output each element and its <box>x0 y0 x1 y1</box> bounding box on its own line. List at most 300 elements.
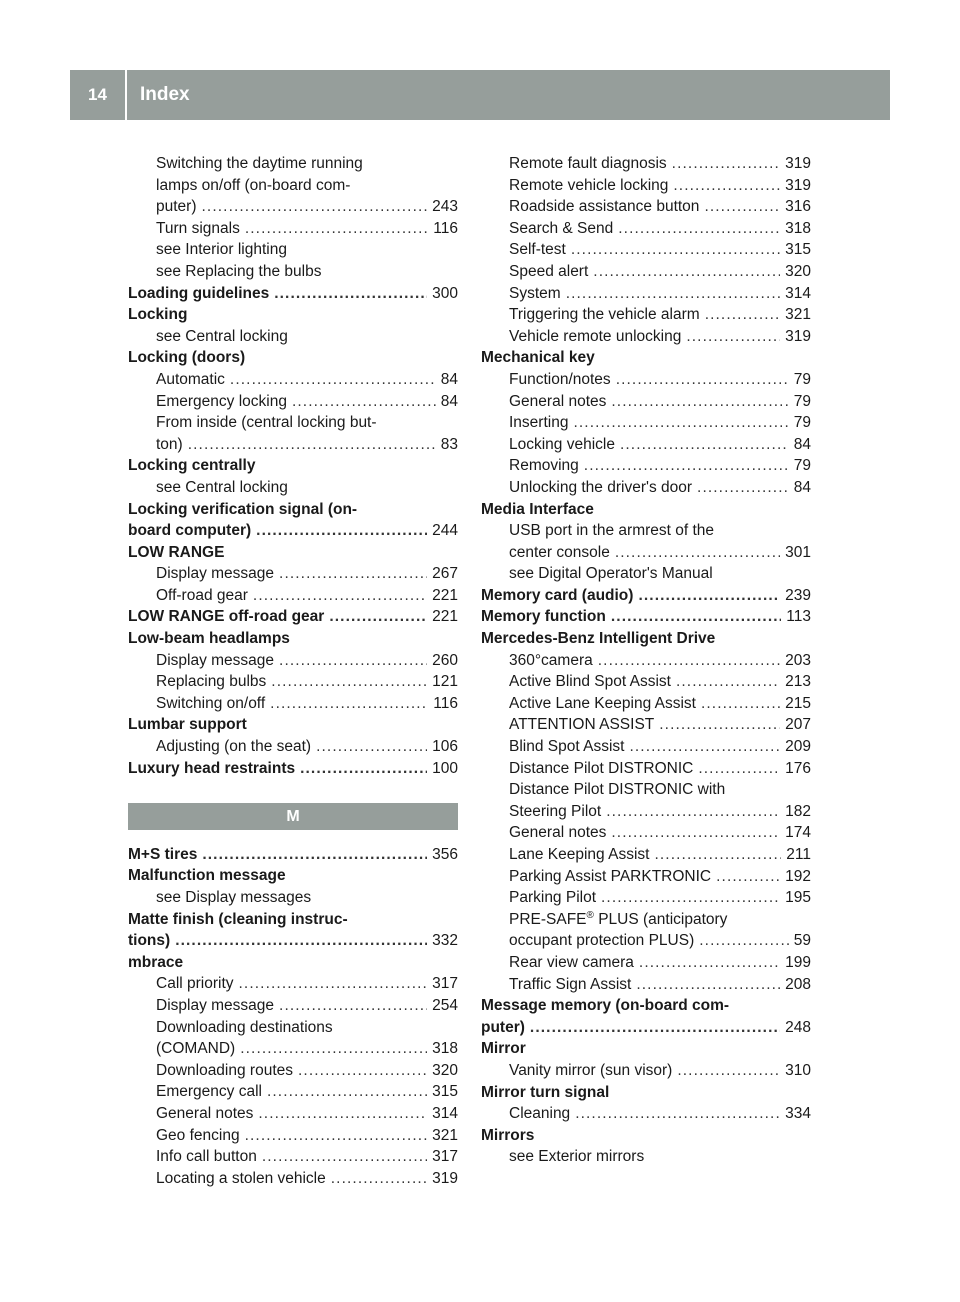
index-subentry <box>128 736 458 758</box>
index-subentry <box>481 736 811 758</box>
entry-text: Locking vehicle <box>509 435 615 453</box>
index-term <box>128 930 458 952</box>
index-subentry <box>128 391 458 413</box>
entry-text: Malfunction message <box>128 867 286 885</box>
entry-text: Removing <box>509 457 579 475</box>
page-reference: 176 <box>785 759 811 777</box>
dot-leader <box>316 736 427 758</box>
page-reference: 248 <box>785 1018 811 1036</box>
entry-text: PRE-SAFE <box>509 910 587 928</box>
index-subentry <box>481 866 811 888</box>
index-subentry <box>128 412 458 434</box>
index-subentry <box>481 887 811 909</box>
page-reference: 319 <box>785 176 811 194</box>
entry-text: Function/notes <box>509 370 611 388</box>
index-subentry <box>481 693 811 715</box>
dot-leader <box>267 1081 427 1103</box>
entry-text: General notes <box>509 392 607 410</box>
page-reference: 310 <box>785 1061 811 1079</box>
entry-text: see Replacing the bulbs <box>156 262 322 280</box>
page-reference: 215 <box>785 694 811 712</box>
page-reference: 59 <box>793 932 811 950</box>
entry-text: Traffic Sign Assist <box>509 975 632 993</box>
dot-leader <box>698 758 780 780</box>
entry-text: Mercedes-Benz Intelligent Drive <box>481 630 716 648</box>
page-reference: 317 <box>432 975 458 993</box>
index-term <box>128 909 458 931</box>
dot-leader <box>573 412 788 434</box>
entry-text: Automatic <box>156 370 225 388</box>
dot-leader <box>639 952 780 974</box>
entry-text-rest: PLUS (anticipatory <box>593 910 728 928</box>
page-reference: 221 <box>432 586 458 604</box>
index-subentry <box>481 326 811 348</box>
index-subentry <box>128 326 458 348</box>
index-term <box>128 758 458 780</box>
page-reference: 318 <box>785 219 811 237</box>
index-subentry <box>481 909 811 931</box>
entry-text: Luxury head restraints <box>128 759 296 777</box>
dot-leader <box>618 218 780 240</box>
entry-text: Distance Pilot DISTRONIC with <box>509 781 726 799</box>
index-subentry <box>481 369 811 391</box>
dot-leader <box>601 887 780 909</box>
dot-leader <box>677 1060 780 1082</box>
dot-leader <box>271 671 427 693</box>
entry-text: Locking (doors) <box>128 349 246 367</box>
entry-text: LOW RANGE <box>128 543 225 561</box>
entry-text: see Display messages <box>156 889 312 906</box>
entry-text: USB port in the armrest of the <box>509 522 715 540</box>
page-reference: 192 <box>785 867 811 885</box>
page-reference: 267 <box>432 565 458 583</box>
entry-text: Adjusting (on the seat) <box>156 738 312 756</box>
page-reference: 314 <box>785 284 811 302</box>
dot-leader <box>672 153 780 175</box>
page-reference: 203 <box>785 651 811 669</box>
entry-text: Media Interface <box>481 500 594 518</box>
entry-text: Locking <box>128 306 188 324</box>
entry-text: Active Lane Keeping Assist <box>509 694 696 712</box>
dot-leader <box>701 693 780 715</box>
index-term <box>128 542 458 564</box>
entry-text: Loading guidelines <box>128 284 270 302</box>
page-reference: 106 <box>432 738 458 756</box>
index-term <box>128 455 458 477</box>
dot-leader <box>270 693 428 715</box>
index-subentry <box>481 671 811 693</box>
dot-leader <box>584 455 789 477</box>
entry-text: Speed alert <box>509 262 589 280</box>
index-term <box>128 844 458 866</box>
dot-leader <box>593 261 780 283</box>
entry-text: Low-beam headlamps <box>128 630 290 648</box>
page-reference: 208 <box>785 975 811 993</box>
entry-text: Triggering the vehicle alarm <box>509 306 700 324</box>
entry-text: 360°camera <box>509 651 593 669</box>
entry-text: Search & Send <box>509 219 614 237</box>
page-reference: 83 <box>440 435 458 453</box>
page-reference: 356 <box>432 845 458 863</box>
entry-text: center console <box>509 543 610 561</box>
entry-text: Vehicle remote unlocking <box>509 327 682 345</box>
index-subentry <box>128 650 458 672</box>
dot-leader <box>256 520 427 542</box>
index-term <box>481 628 811 650</box>
entry-text: General notes <box>509 824 607 842</box>
index-subentry <box>481 477 811 499</box>
index-term <box>481 606 811 628</box>
index-subentry <box>481 714 811 736</box>
index-subentry <box>481 261 811 283</box>
index-subentry <box>128 1081 458 1103</box>
entry-text: see Digital Operator's Manual <box>509 565 713 583</box>
page-reference: 113 <box>786 608 811 626</box>
entry-text: Emergency locking <box>156 392 287 410</box>
page-reference: 121 <box>432 673 458 691</box>
entry-text: Display message <box>156 651 275 669</box>
dot-leader <box>530 1017 780 1039</box>
page-reference: 321 <box>432 1126 458 1144</box>
dot-leader <box>606 801 780 823</box>
index-subentry <box>481 175 811 197</box>
entry-text: Active Blind Spot Assist <box>509 673 671 691</box>
dot-leader <box>611 822 780 844</box>
index-subentry <box>481 434 811 456</box>
index-subentry <box>481 196 811 218</box>
dot-leader <box>673 175 780 197</box>
entry-text: M+S tires <box>128 845 198 863</box>
entry-text: Steering Pilot <box>509 802 602 820</box>
entry-text: Distance Pilot DISTRONIC <box>509 759 694 777</box>
page-reference: 320 <box>785 262 811 280</box>
dot-leader <box>716 866 780 888</box>
entry-text: Cleaning <box>509 1105 571 1123</box>
page-reference: 254 <box>432 996 458 1014</box>
entry-text: mbrace <box>128 953 184 971</box>
page-reference: 334 <box>785 1105 811 1123</box>
page-reference: 315 <box>785 241 811 259</box>
entry-text: Self-test <box>509 241 566 259</box>
dot-leader <box>575 1103 780 1125</box>
index-term <box>128 520 458 542</box>
dot-leader <box>300 758 427 780</box>
index-subentry <box>481 1060 811 1082</box>
entry-text: LOW RANGE off-road gear <box>128 608 325 626</box>
index-subentry <box>128 1168 458 1190</box>
entry-text: Vanity mirror (sun visor) <box>509 1061 673 1079</box>
dot-leader <box>704 196 780 218</box>
index-subentry <box>481 650 811 672</box>
dot-leader <box>705 304 780 326</box>
entry-text: Parking Assist PARKTRONIC <box>509 867 712 885</box>
dot-leader <box>620 434 789 456</box>
dot-leader <box>699 930 789 952</box>
page-reference: 84 <box>793 435 811 453</box>
entry-text: Call priority <box>156 975 234 993</box>
index-term <box>481 585 811 607</box>
index-subentry <box>128 153 458 175</box>
entry-text: Switching the daytime running <box>156 155 363 172</box>
index-subentry <box>128 671 458 693</box>
section-heading-m: M <box>128 803 458 830</box>
entry-text: Switching on/off <box>156 694 266 712</box>
index-subentry <box>128 175 458 197</box>
entry-text: Parking Pilot <box>509 889 597 907</box>
index-subentry <box>481 930 811 952</box>
entry-text: Downloading routes <box>156 1061 294 1079</box>
page-reference: 315 <box>432 1083 458 1101</box>
dot-leader <box>616 369 789 391</box>
page-reference: 84 <box>793 478 811 496</box>
entry-text: Off-road gear <box>156 586 248 604</box>
dot-leader <box>686 326 780 348</box>
dot-leader <box>636 974 780 996</box>
entry-text: Blind Spot Assist <box>509 738 625 756</box>
page-reference: 332 <box>432 932 458 950</box>
index-subentry <box>128 1103 458 1125</box>
index-subentry <box>128 1060 458 1082</box>
index-subentry <box>128 369 458 391</box>
index-column-left <box>128 153 458 1189</box>
index-column-right <box>481 153 811 1168</box>
entry-text: Emergency call <box>156 1083 262 1101</box>
index-subentry <box>481 801 811 823</box>
dot-leader <box>654 844 781 866</box>
entry-text: Inserting <box>509 414 569 432</box>
index-subentry <box>481 153 811 175</box>
entry-text: puter) <box>156 198 197 216</box>
page-reference: 244 <box>432 522 458 540</box>
index-subentry <box>128 585 458 607</box>
index-term <box>128 628 458 650</box>
index-subentry <box>481 542 811 564</box>
page-reference: 243 <box>432 198 458 216</box>
dot-leader <box>615 542 780 564</box>
entry-text: General notes <box>156 1104 254 1122</box>
entry-text: Matte finish (cleaning instruc- <box>128 910 348 928</box>
page-reference: 319 <box>785 327 811 345</box>
page-reference: 319 <box>785 155 811 172</box>
dot-leader <box>240 1038 427 1060</box>
dot-leader <box>262 1146 427 1168</box>
entry-text: board computer) <box>128 522 252 540</box>
index-term <box>481 1038 811 1060</box>
entry-text: Roadside assistance button <box>509 198 700 216</box>
dot-leader <box>279 995 427 1017</box>
index-subentry <box>481 1146 811 1168</box>
spacer <box>128 779 458 801</box>
dot-leader <box>611 606 781 628</box>
index-term <box>481 1125 811 1147</box>
index-subentry <box>128 1125 458 1147</box>
page-reference: 321 <box>785 306 811 324</box>
index-subentry <box>128 1146 458 1168</box>
entry-text: From inside (central locking but- <box>156 414 377 432</box>
index-subentry <box>128 239 458 261</box>
index-subentry <box>128 261 458 283</box>
entry-text: Downloading destinations <box>156 1018 333 1036</box>
dot-leader <box>279 650 427 672</box>
page-reference: 116 <box>433 694 458 712</box>
index-subentry <box>128 887 458 909</box>
page-reference: 182 <box>785 802 811 820</box>
dot-leader <box>697 477 789 499</box>
entry-text: see Interior lighting <box>156 241 287 259</box>
index-subentry <box>481 391 811 413</box>
entry-text: Turn signals <box>156 219 240 237</box>
page-reference: 301 <box>785 543 811 561</box>
entry-text: see Central locking <box>156 478 288 496</box>
page-reference: 79 <box>793 370 811 388</box>
dot-leader <box>245 218 428 240</box>
entry-text: Mirror <box>481 1040 526 1058</box>
page-reference: 79 <box>793 392 811 410</box>
dot-leader <box>258 1103 427 1125</box>
dot-leader <box>611 391 788 413</box>
entry-text: System <box>509 284 561 302</box>
entry-text: Lumbar support <box>128 716 247 734</box>
entry-text: see Central locking <box>156 327 288 345</box>
entry-text: Memory card (audio) <box>481 586 634 604</box>
entry-text: ton) <box>156 435 183 453</box>
page-reference: 84 <box>440 370 458 388</box>
dot-leader <box>298 1060 427 1082</box>
index-term <box>128 347 458 369</box>
page-reference: 84 <box>440 392 458 410</box>
page-reference: 100 <box>432 759 458 777</box>
index-subentry <box>128 434 458 456</box>
page-reference: 199 <box>785 953 811 971</box>
index-subentry <box>481 218 811 240</box>
dot-leader <box>279 563 427 585</box>
index-term <box>481 995 811 1017</box>
entry-text: Rear view camera <box>509 953 634 971</box>
dot-leader <box>188 434 436 456</box>
index-subentry <box>128 995 458 1017</box>
dot-leader <box>571 239 780 261</box>
index-subentry <box>481 1103 811 1125</box>
entry-text: tions) <box>128 932 171 950</box>
index-term <box>128 952 458 974</box>
dot-leader <box>676 671 780 693</box>
index-subentry <box>128 196 458 218</box>
index-list-l <box>128 153 458 779</box>
index-term <box>481 347 811 369</box>
index-subentry <box>481 520 811 542</box>
index-list-m-continued <box>481 153 811 1168</box>
entry-text: (COMAND) <box>156 1040 236 1058</box>
index-subentry <box>128 973 458 995</box>
page-reference: 211 <box>786 846 811 863</box>
index-term <box>128 283 458 305</box>
page-reference: 116 <box>433 219 458 237</box>
index-subentry <box>481 412 811 434</box>
index-subentry <box>128 1038 458 1060</box>
entry-text: Mechanical key <box>481 349 595 367</box>
dot-leader <box>245 1125 428 1147</box>
entry-text: Locking verification signal (on- <box>128 500 358 518</box>
entry-text: Display message <box>156 996 275 1014</box>
page-reference: 316 <box>785 198 811 216</box>
page-header <box>70 70 890 120</box>
index-term <box>128 865 458 887</box>
page-title: Index <box>140 84 190 105</box>
index-term <box>481 1017 811 1039</box>
index-list-m <box>128 844 458 1190</box>
entry-text: Mirror turn signal <box>481 1083 610 1101</box>
index-subentry <box>481 822 811 844</box>
dot-leader <box>638 585 780 607</box>
page-reference: 260 <box>432 651 458 669</box>
index-subentry <box>128 563 458 585</box>
page-reference: 314 <box>432 1104 458 1122</box>
entry-text: Info call button <box>156 1148 257 1166</box>
index-term <box>128 499 458 521</box>
index-subentry <box>481 455 811 477</box>
page-reference: 209 <box>785 738 811 756</box>
entry-text: Geo fencing <box>156 1126 240 1144</box>
dot-leader <box>659 714 780 736</box>
index-subentry <box>481 974 811 996</box>
dot-leader <box>329 606 427 628</box>
registered-mark: ® <box>586 909 594 921</box>
index-subentry <box>481 239 811 261</box>
dot-leader <box>202 196 428 218</box>
index-term <box>481 499 811 521</box>
entry-text: Lane Keeping Assist <box>509 846 650 863</box>
index-term <box>128 304 458 326</box>
page-reference: 207 <box>785 716 811 734</box>
entry-text: Mirrors <box>481 1126 535 1144</box>
entry-text: Remote vehicle locking <box>509 176 669 194</box>
entry-text: Unlocking the driver's door <box>509 478 693 496</box>
dot-leader <box>629 736 780 758</box>
dot-leader <box>292 391 436 413</box>
page-reference: 239 <box>785 586 811 604</box>
page-number: 14 <box>70 70 127 120</box>
page-reference: 300 <box>432 284 458 302</box>
entry-text: Locating a stolen vehicle <box>156 1169 326 1187</box>
entry-text: occupant protection PLUS) <box>509 932 695 950</box>
entry-text: Display message <box>156 565 275 583</box>
index-subentry <box>481 952 811 974</box>
index-subentry <box>128 218 458 240</box>
index-subentry <box>128 477 458 499</box>
index-subentry <box>481 779 811 801</box>
entry-text: Memory function <box>481 608 606 626</box>
page-reference: 221 <box>432 608 458 626</box>
entry-text: Replacing bulbs <box>156 673 267 691</box>
entry-text: ATTENTION ASSIST <box>509 716 655 734</box>
index-subentry <box>481 563 811 585</box>
index-subentry <box>481 304 811 326</box>
index-term <box>481 1082 811 1104</box>
index-subentry <box>481 844 811 866</box>
index-subentry <box>128 693 458 715</box>
page-reference: 79 <box>793 457 811 475</box>
entry-text: Remote fault diagnosis <box>509 155 667 172</box>
entry-text: lamps on/off (on-board com- <box>156 176 351 194</box>
index-term <box>128 606 458 628</box>
page-reference: 174 <box>785 824 811 842</box>
dot-leader <box>566 283 780 305</box>
index-term <box>128 714 458 736</box>
index-subentry <box>128 1017 458 1039</box>
page-reference: 195 <box>785 889 811 907</box>
page-reference: 79 <box>793 414 811 432</box>
page-reference: 318 <box>432 1040 458 1058</box>
